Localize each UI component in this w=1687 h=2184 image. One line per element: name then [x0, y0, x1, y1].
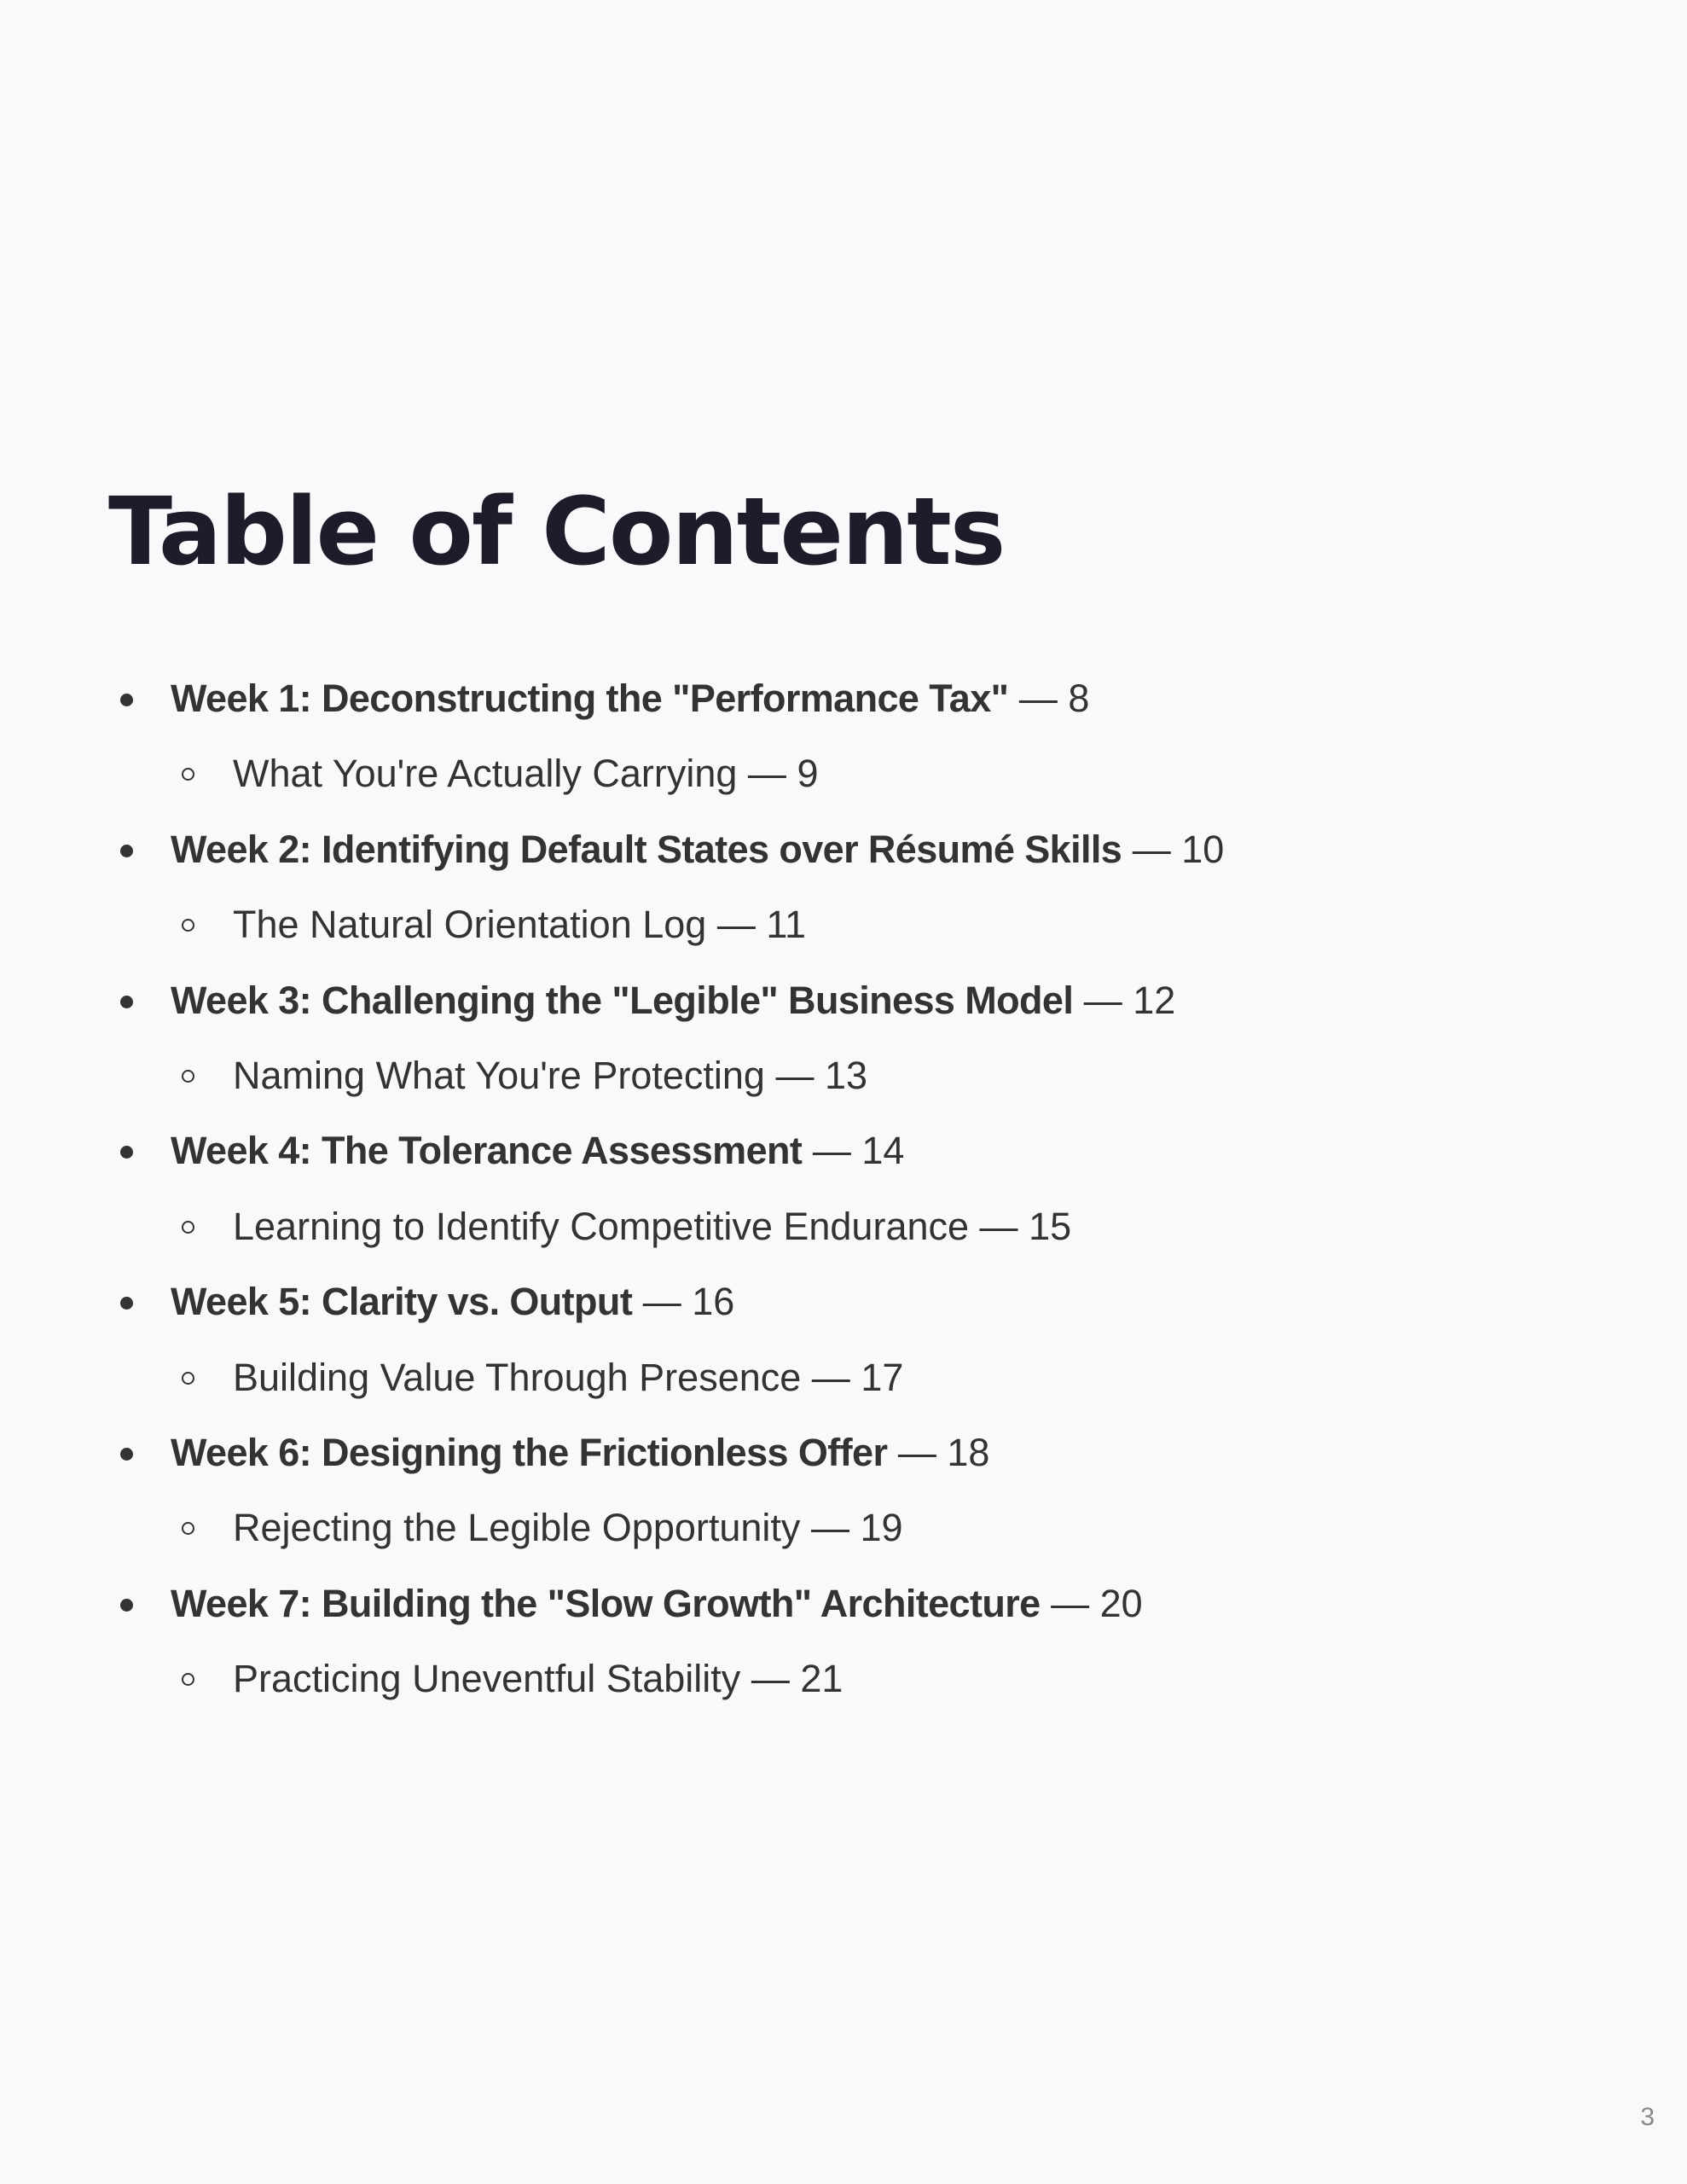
- bullet-disc-icon: [120, 694, 133, 706]
- toc-chapter-week-2[interactable]: [0, 812, 1450, 887]
- toc-section-uneventful-stability[interactable]: [0, 1641, 1450, 1716]
- toc-chapter-title: Week 1: Deconstructing the "Performance Tax": [171, 677, 1009, 720]
- toc-separator: —: [751, 1657, 790, 1701]
- toc-separator: —: [812, 1129, 851, 1173]
- toc-separator: —: [897, 1430, 936, 1474]
- toc-chapter-week-1[interactable]: [0, 661, 1450, 736]
- toc-section-title: Rejecting the Legible Opportunity: [233, 1506, 801, 1550]
- toc-separator: —: [1018, 677, 1058, 720]
- toc-page-number: 17: [861, 1355, 904, 1399]
- bullet-disc-icon: [120, 996, 133, 1008]
- bullet-circle-icon: [182, 919, 194, 932]
- toc-page-number: 13: [824, 1053, 868, 1097]
- toc-chapter-week-7[interactable]: [0, 1566, 1450, 1641]
- toc-section-rejecting-legible-opportunity[interactable]: [0, 1490, 1450, 1565]
- toc-separator: —: [1132, 827, 1171, 871]
- toc-chapter-title: Week 6: Designing the Frictionless Offer: [171, 1430, 888, 1474]
- toc-separator: —: [811, 1355, 850, 1399]
- toc-page-number: 21: [800, 1657, 844, 1701]
- toc-separator: —: [1051, 1581, 1090, 1625]
- toc-section-what-youre-actually-carrying[interactable]: [0, 736, 1450, 811]
- toc-separator: —: [747, 752, 786, 796]
- toc-separator: —: [716, 903, 756, 947]
- toc-section-title: The Natural Orientation Log: [233, 903, 707, 947]
- toc-page-number: 15: [1029, 1204, 1072, 1248]
- toc-separator: —: [810, 1506, 849, 1550]
- toc-separator: —: [775, 1053, 815, 1097]
- bullet-circle-icon: [182, 1221, 194, 1234]
- bullet-circle-icon: [182, 1070, 194, 1083]
- bullet-circle-icon: [182, 1673, 194, 1686]
- bullet-disc-icon: [120, 1146, 133, 1159]
- toc-chapter-title: Week 2: Identifying Default States over Résumé Skills: [171, 827, 1122, 871]
- toc-chapter-week-3[interactable]: [0, 963, 1450, 1038]
- bullet-disc-icon: [120, 845, 133, 857]
- bullet-circle-icon: [182, 768, 194, 781]
- toc-chapter-week-4[interactable]: [0, 1113, 1450, 1188]
- toc-separator: —: [1083, 978, 1122, 1022]
- toc-chapter-title: Week 7: Building the "Slow Growth" Architecture: [171, 1581, 1041, 1625]
- toc-section-title: Naming What You're Protecting: [233, 1053, 765, 1097]
- toc-chapter-week-6[interactable]: [0, 1415, 1450, 1490]
- bullet-disc-icon: [120, 1599, 133, 1612]
- toc-page-number: 20: [1099, 1581, 1143, 1625]
- toc-chapter-title: Week 5: Clarity vs. Output: [171, 1280, 633, 1324]
- toc-page-number: 8: [1068, 677, 1090, 720]
- toc-section-natural-orientation-log[interactable]: [0, 887, 1450, 962]
- toc-section-title: Practicing Uneventful Stability: [233, 1657, 741, 1701]
- toc-chapter-title: Week 4: The Tolerance Assessment: [171, 1129, 803, 1173]
- toc-page-number: 11: [766, 903, 807, 947]
- toc-page-number: 18: [947, 1430, 990, 1474]
- toc-page-number: 10: [1181, 827, 1225, 871]
- toc-chapter-title: Week 3: Challenging the "Legible" Business Model: [171, 978, 1074, 1022]
- page-title: Table of Contents: [108, 477, 1005, 586]
- toc-section-title: Learning to Identify Competitive Endurance: [233, 1204, 970, 1248]
- table-of-contents: [0, 661, 1450, 1716]
- toc-section-title: What You're Actually Carrying: [233, 752, 738, 796]
- toc-page-number: 14: [861, 1129, 905, 1173]
- toc-section-competitive-endurance[interactable]: [0, 1189, 1450, 1264]
- toc-page-number: 19: [860, 1506, 903, 1550]
- toc-section-title: Building Value Through Presence: [233, 1355, 802, 1399]
- toc-page-number: 16: [692, 1280, 735, 1324]
- page-number: 3: [1640, 2103, 1655, 2131]
- bullet-disc-icon: [120, 1448, 133, 1461]
- bullet-circle-icon: [182, 1372, 194, 1385]
- toc-page-number: 12: [1133, 978, 1176, 1022]
- toc-section-naming-what-youre-protecting[interactable]: [0, 1038, 1450, 1113]
- toc-separator: —: [642, 1280, 681, 1324]
- toc-chapter-week-5[interactable]: [0, 1264, 1450, 1339]
- bullet-circle-icon: [182, 1522, 194, 1535]
- toc-separator: —: [979, 1204, 1018, 1248]
- toc-section-value-through-presence[interactable]: [0, 1340, 1450, 1415]
- toc-page-number: 9: [797, 752, 819, 796]
- bullet-disc-icon: [120, 1297, 133, 1310]
